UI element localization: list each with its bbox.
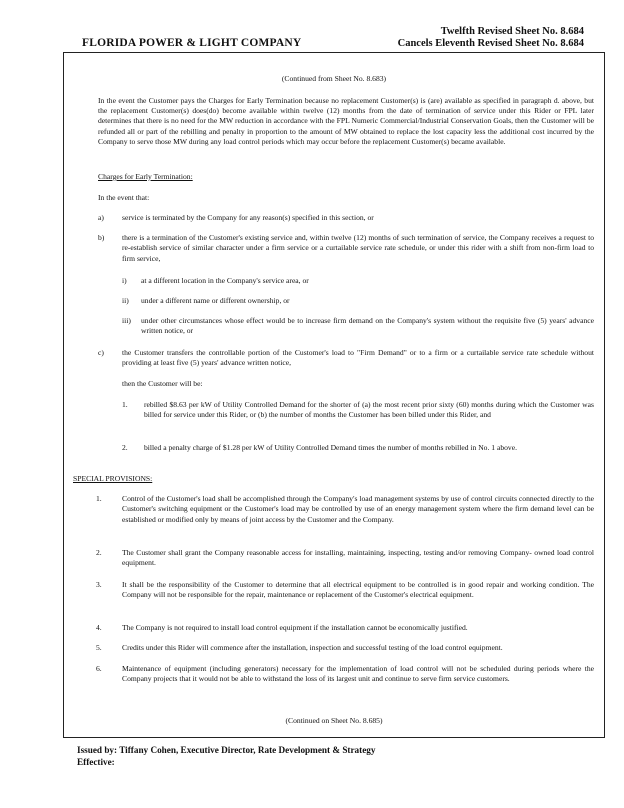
rebill-2-text: billed a penalty charge of $1.28 per kW of Utility Controlled Demand times the number of months rebilled in No. 1 above. bbox=[144, 443, 517, 452]
special-provisions-heading: SPECIAL PROVISIONS: bbox=[73, 474, 153, 483]
provision-5-text: Credits under this Rider will commence after the installation, inspection and successful testing of the load control equipment. bbox=[122, 643, 503, 652]
provision-5-marker: 5. bbox=[96, 643, 102, 652]
rebill-1-text: rebilled $8.63 per kW of Utility Controlled Demand for the shorter of (a) the most recent prior sixty (60) months during which the Customer was billed for service under this Rider, or (b) the number of months the Customer has been billed under this Rider, and bbox=[144, 400, 594, 420]
rebill-2-marker: 2. bbox=[122, 443, 128, 452]
subitem-ii-marker: ii) bbox=[122, 296, 129, 305]
sheet-number: Twelfth Revised Sheet No. 8.684 bbox=[440, 26, 584, 37]
provision-4-marker: 4. bbox=[96, 623, 102, 632]
provision-2-marker: 2. bbox=[96, 548, 102, 557]
provision-2-text: The Customer shall grant the Company reasonable access for installing, maintaining, inspecting, testing and/or removing Company- owned load control equipment. bbox=[122, 548, 594, 568]
subitem-iii-marker: iii) bbox=[122, 316, 131, 325]
company-name: FLORIDA POWER & LIGHT COMPANY bbox=[82, 37, 302, 49]
continued-from: (Continued from Sheet No. 8.683) bbox=[281, 74, 387, 83]
provision-3-text: It shall be the responsibility of the Customer to determine that all electrical equipment to be controlled is in good repair and working condition. The Company will not be responsible for the repair, maintenance or replacement of the Customer's electrical equipment. bbox=[122, 580, 594, 600]
intro-paragraph: In the event the Customer pays the Charges for Early Termination because no replacement Customer(s) is (are) available as specified in paragraph d. above, but the replacement Customer(s) does(do) become available within twelve (12) months from the date of termination of service under this Rider or FPL later determines that there is no need for the MW reduction in accordance with the FPL Numeric Commercial/Industrial Conservation Goals, then the Customer will be refunded all or part of the rebilling and penalty in proportion to the amount of MW obtained to replace the lost capacity less the additional cost incurred by the Company to serve those MW during any load control periods which may occur before the replacement Customer(s) became available. bbox=[98, 96, 594, 146]
item-a-marker: a) bbox=[98, 213, 104, 222]
cancels-sheet: Cancels Eleventh Revised Sheet No. 8.684 bbox=[397, 38, 584, 49]
early-termination-heading: Charges for Early Termination: bbox=[98, 172, 193, 181]
provision-3-marker: 3. bbox=[96, 580, 102, 589]
early-termination-lead: In the event that: bbox=[98, 193, 150, 202]
provision-6-text: Maintenance of equipment (including generators) necessary for the implementation of load control will not be scheduled during periods where the Company projects that it would not be able to withstand the loss of its largest unit and continue to serve firm service customers. bbox=[122, 664, 594, 684]
sheet-info bbox=[398, 26, 584, 50]
item-b-marker: b) bbox=[98, 233, 105, 242]
provision-6-marker: 6. bbox=[96, 664, 102, 673]
provision-1-marker: 1. bbox=[96, 494, 102, 503]
subitem-iii-text: under other circumstances whose effect would be to increase firm demand on the Company's system without the requisite five (5) years' advance written notice, or bbox=[141, 316, 594, 336]
subitem-i-marker: i) bbox=[122, 276, 127, 285]
then-line: then the Customer will be: bbox=[122, 379, 203, 388]
item-a-text: service is terminated by the Company for any reason(s) specified in this section, or bbox=[122, 213, 374, 222]
page-frame bbox=[63, 52, 605, 738]
subitem-ii-text: under a different name or different ownership, or bbox=[141, 296, 290, 305]
item-c-marker: c) bbox=[98, 348, 104, 357]
rebill-1-marker: 1. bbox=[122, 400, 128, 409]
provision-4-text: The Company is not required to install load control equipment if the installation cannot be economically justified. bbox=[122, 623, 468, 632]
subitem-i-text: at a different location in the Company's service area, or bbox=[141, 276, 309, 285]
provision-1-text: Control of the Customer's load shall be accomplished through the Company's load management systems by use of control circuits connected directly to the Customer's switching equipment or the Customer's load may be controlled by use of an energy management system where the firm demand level can be established or modified only by means of joint access by the Customer and the Company. bbox=[122, 494, 594, 524]
effective-date: Effective: bbox=[77, 757, 115, 767]
item-c-text: the Customer transfers the controllable portion of the Customer's load to "Firm Demand" or to a firm or a curtailable service rate schedule without providing at least five (5) years' advance written notice, bbox=[122, 348, 594, 368]
issued-by: Issued by: Tiffany Cohen, Executive Director, Rate Development & Strategy bbox=[77, 745, 376, 755]
continued-on: (Continued on Sheet No. 8.685) bbox=[285, 716, 383, 725]
item-b-text: there is a termination of the Customer's existing service and, within twelve (12) months of such termination of service, the Company receives a request to re-establish service of similar character under a firm service or a curtailable service rate schedule, or under this rider with a shift from non-firm load to firm service, bbox=[122, 233, 594, 263]
